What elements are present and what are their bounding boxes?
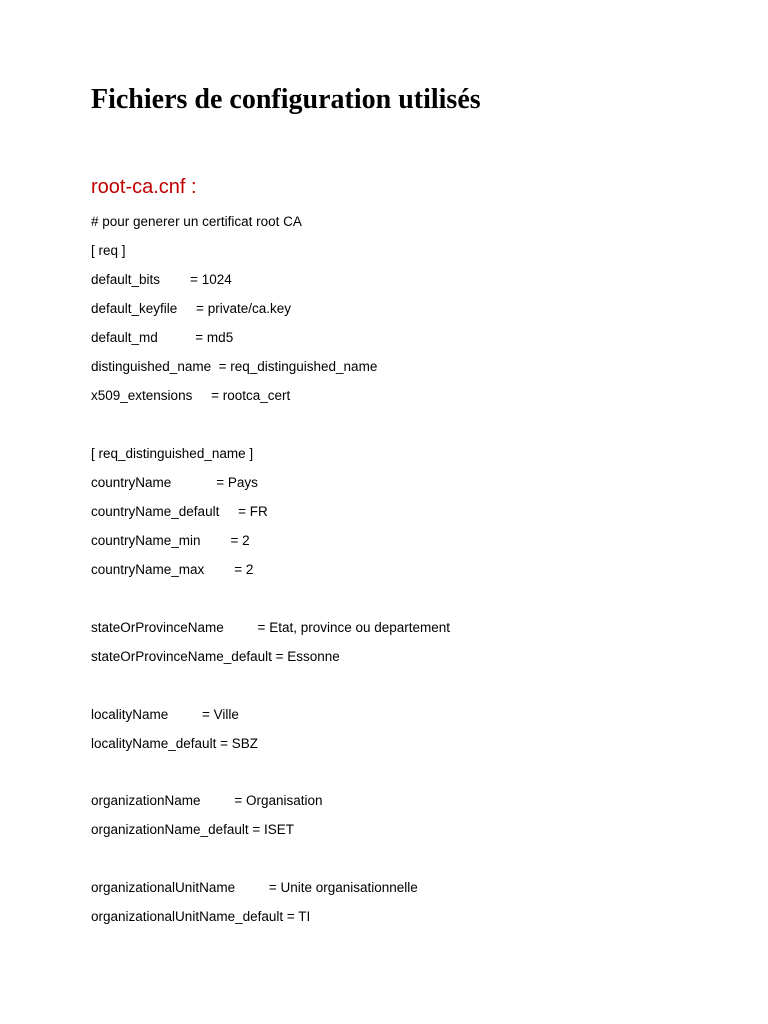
config-line: organizationName_default = ISET — [91, 822, 294, 837]
config-line: default_bits = 1024 — [91, 272, 232, 287]
config-line: stateOrProvinceName_default = Essonne — [91, 649, 340, 664]
config-line: countryName = Pays — [91, 475, 258, 490]
config-line: stateOrProvinceName = Etat, province ou departement — [91, 620, 451, 635]
config-line: countryName_max = 2 — [91, 562, 254, 577]
config-line: x509_extensions = rootca_cert — [91, 388, 291, 403]
document-title: Fichiers de configuration utilisés — [91, 84, 481, 115]
config-line: default_md = md5 — [91, 330, 234, 345]
config-line: distinguished_name = req_distinguished_name — [91, 359, 378, 374]
config-line: # pour generer un certificat root CA — [91, 214, 302, 229]
config-line: [ req_distinguished_name ] — [91, 446, 254, 461]
config-line: localityName = Ville — [91, 707, 239, 722]
config-line: default_keyfile = private/ca.key — [91, 301, 291, 316]
config-line: localityName_default = SBZ — [91, 736, 258, 751]
config-line: [ req ] — [91, 243, 126, 258]
config-line: organizationalUnitName = Unite organisationnelle — [91, 880, 418, 895]
config-line: countryName_min = 2 — [91, 533, 250, 548]
section-heading: root-ca.cnf : — [91, 176, 197, 198]
config-line: countryName_default = FR — [91, 504, 268, 519]
config-line: organizationalUnitName_default = TI — [91, 909, 311, 924]
config-line: organizationName = Organisation — [91, 793, 323, 808]
